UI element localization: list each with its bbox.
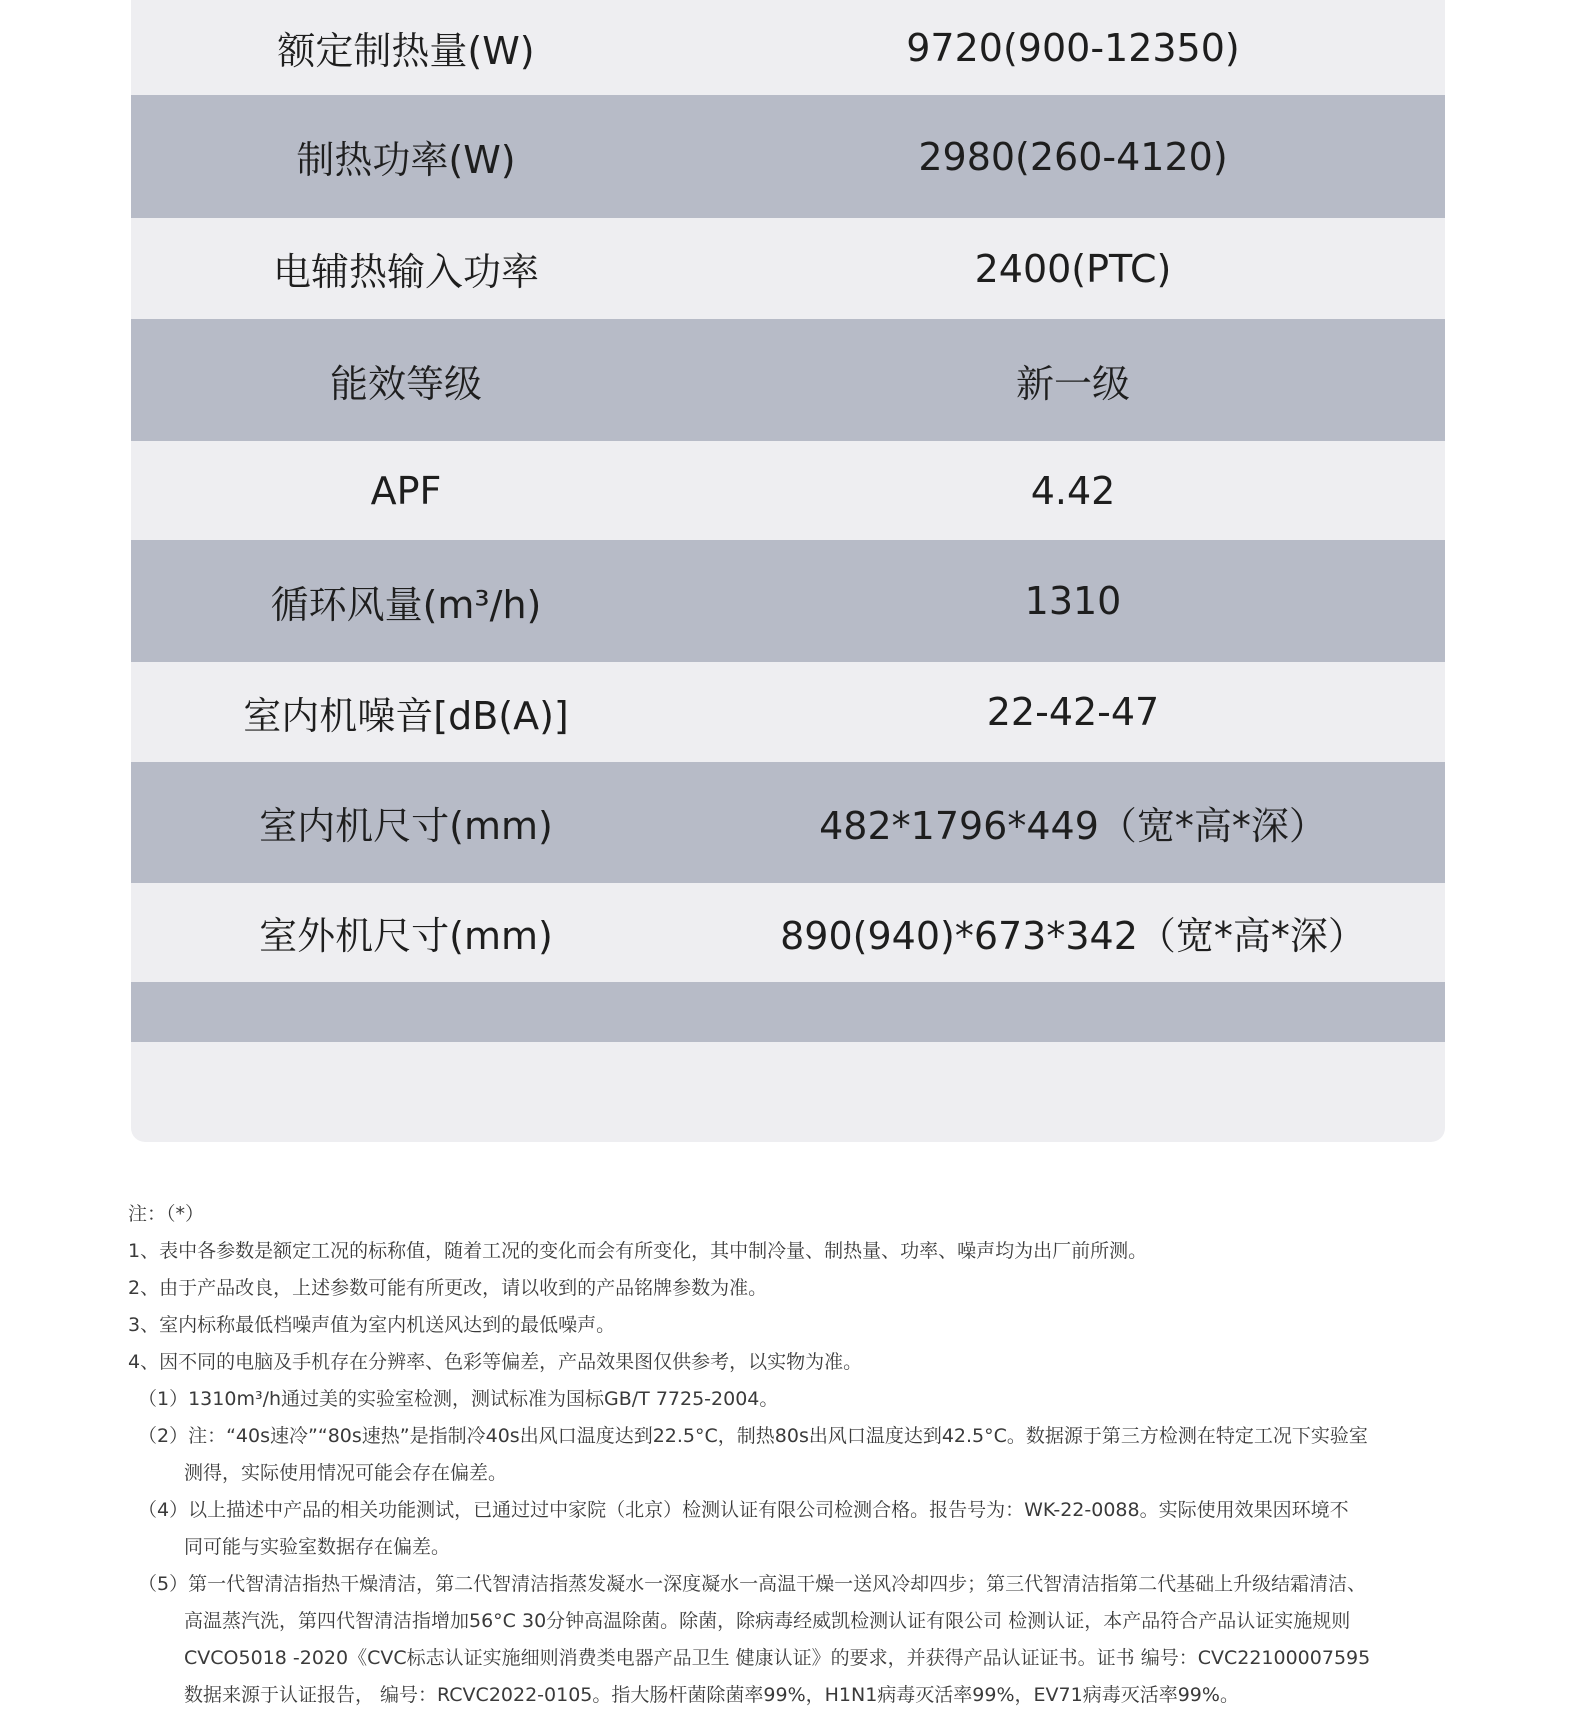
note-item: 3、室内标称最低档噪声值为室内机送风达到的最低噪声。 — [128, 1314, 616, 1336]
spec-value: 新一级 — [1015, 361, 1130, 406]
spec-value: 890(940)*673*342（宽*高*深） — [780, 914, 1366, 958]
spec-value: 1310 — [1024, 579, 1122, 623]
notes-footnote-list — [128, 1381, 1498, 1714]
notes-heading: 注：（*） — [128, 1203, 205, 1225]
spec-label: APF — [370, 468, 442, 513]
spec-label: 额定制热量(W) — [277, 29, 535, 73]
spec-label: 电辅热输入功率 — [272, 250, 539, 294]
spec-row — [131, 0, 1445, 95]
footnote-item: （5）第一代智清洁指热干燥清洁，第二代智清洁指蒸发凝水一深度凝水一高温干燥一送风冷却四步；第三代智清洁指第二代基础上升级结霜清洁、 — [138, 1573, 1367, 1595]
footnote-continuation: 高温蒸汽洗，第四代智清洁指增加56°C 30分钟高温除菌。除菌，除病毒经威凯检测认证有限公司 检测认证，本产品符合产品认证实施规则 — [184, 1610, 1351, 1632]
spec-row — [131, 662, 1445, 762]
spec-value: 482*1796*449（宽*高*深） — [819, 804, 1327, 848]
footnote-continuation: 测得，实际使用情况可能会存在偏差。 — [184, 1462, 508, 1484]
notes-section — [128, 1196, 1498, 1714]
spec-table — [131, 0, 1445, 1142]
spec-label: 室外机尺寸(mm) — [259, 914, 553, 958]
footnote-continuation: 数据来源于认证报告， 编号：RCVC2022-0105。指大肠杆菌除菌率99%，H1N1病毒灭活率99%，EV71病毒灭活率99%。 — [184, 1684, 1239, 1706]
spec-value: 22-42-47 — [986, 690, 1160, 734]
spec-row — [131, 540, 1445, 662]
spec-label: 室内机噪音[dB(A)] — [243, 693, 569, 738]
spec-rows — [131, 0, 1445, 982]
spec-value: 9720(900-12350) — [906, 25, 1240, 70]
spec-row — [131, 95, 1445, 218]
footnote-item: （1）1310m³/h通过美的实验室检测，测试标准为国标GB/T 7725-2004。 — [138, 1388, 779, 1410]
spec-row — [131, 218, 1445, 319]
spec-row — [131, 762, 1445, 883]
spec-row — [131, 319, 1445, 441]
spec-label: 制热功率(W) — [296, 138, 516, 182]
note-item: 2、由于产品改良，上述参数可能有所更改，请以收到的产品铭牌参数为准。 — [128, 1277, 768, 1299]
note-item: 4、因不同的电脑及手机存在分辨率、色彩等偏差，产品效果图仅供参考，以实物为准。 — [128, 1351, 863, 1373]
spec-value: 2400(PTC) — [974, 246, 1172, 291]
footnote-continuation: 同可能与实验室数据存在偏差。 — [184, 1536, 451, 1558]
spec-value: 4.42 — [1030, 468, 1116, 513]
spec-row — [131, 441, 1445, 540]
spec-row — [131, 883, 1445, 982]
footnote-item: （4）以上描述中产品的相关功能测试，已通过过中家院（北京）检测认证有限公司检测合格。报告号为：WK-22-0088。实际使用效果因环境不 — [138, 1499, 1349, 1521]
footnote-item: （2）注：“40s速冷”“80s速热”是指制冷40s出风口温度达到22.5°C，制热80s出风口温度达到42.5°C。数据源于第三方检测在特定工况下实验室 — [138, 1425, 1368, 1447]
footnote-continuation: CVCO5018 -2020《CVC标志认证实施细则消费类电器产品卫生 健康认证》的要求，并获得产品认证证书。证书 编号：CVC22100007595 — [184, 1647, 1371, 1669]
spec-label: 室内机尺寸(mm) — [259, 804, 553, 848]
note-item: 1、表中各参数是额定工况的标称值，随着工况的变化而会有所变化，其中制冷量、制热量、功率、噪声均为出厂前所测。 — [128, 1240, 1148, 1262]
table-footer-band — [131, 982, 1445, 1042]
spec-label: 能效等级 — [329, 361, 482, 406]
spec-value: 2980(260-4120) — [918, 134, 1228, 179]
notes-numbered-list — [128, 1233, 1498, 1381]
spec-label: 循环风量(m³/h) — [270, 582, 542, 627]
